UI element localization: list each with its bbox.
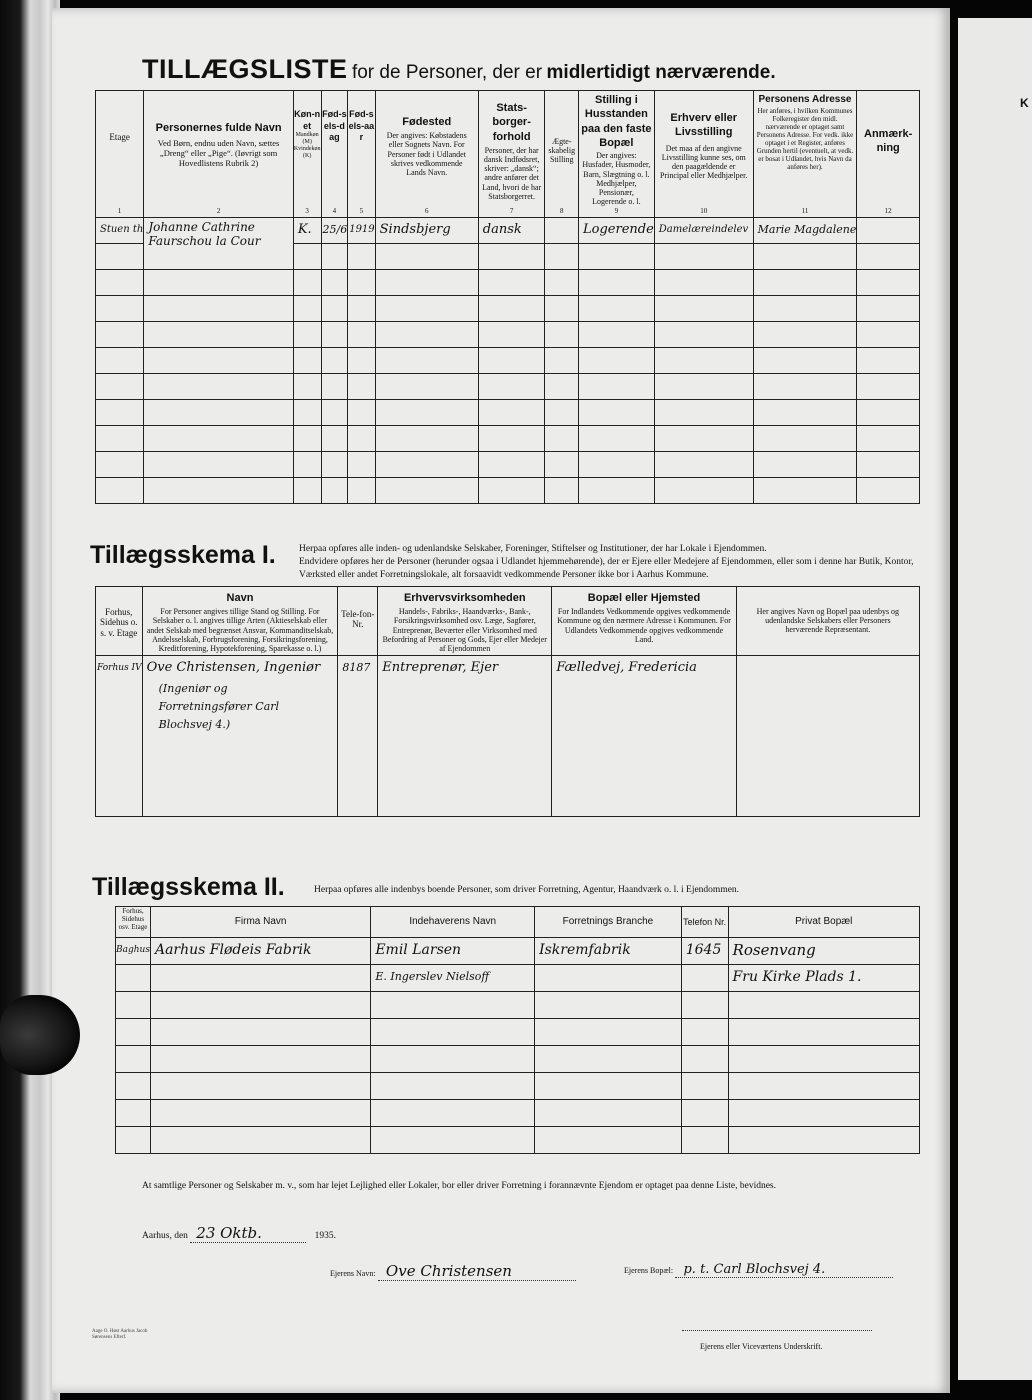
col-header: Personernes fulde Navn Ved Børn, endnu uden Navn, sættes „Dreng“ eller „Pige“. (Iøvrigt som Hovedlistens Rubrik 2) 2 xyxy=(144,91,294,218)
cell-sted: Sindsbjerg xyxy=(375,218,478,244)
cell-bopael: Rosenvang xyxy=(728,938,919,965)
table-row xyxy=(116,965,920,992)
owner-label: Ejerens Navn: xyxy=(330,1269,376,1278)
col-header: Firma Navn xyxy=(150,907,370,938)
cell-koen: K. xyxy=(293,218,321,244)
table-row xyxy=(96,322,920,348)
cell-bopael: Fælledvej, Fredericia xyxy=(552,656,736,817)
col-header: Forhus, Sidehus o. s. v. Etage xyxy=(96,587,143,656)
document-page xyxy=(52,8,950,1393)
col-header: Forretnings Branche xyxy=(535,907,682,938)
col-header: Fødested Der angives: Købstadens eller Sognets Navn. For Personer født i Udlandet skrives vedkommende Lands Navn. 6 xyxy=(375,91,478,218)
residence-line xyxy=(624,1262,893,1278)
cell-tlf: 1645 xyxy=(681,938,728,965)
table-row xyxy=(116,938,920,965)
cell-navn-note: (Ingeniør og Forretningsfører Carl Blochsvej 4.) xyxy=(158,682,280,732)
cell-tlf: 8187 xyxy=(338,656,378,817)
residence-value: p. t. Carl Blochsvej 4. xyxy=(675,1262,893,1278)
table-header-row xyxy=(96,587,920,656)
cell-erhverv: Damelæreindelev xyxy=(654,218,753,244)
table-row xyxy=(96,270,920,296)
table-row xyxy=(116,992,920,1019)
cell-erhverv: Entreprenør, Ejer xyxy=(378,656,552,817)
signature-label: Ejerens eller Viceværtens Underskrift. xyxy=(700,1342,823,1351)
tillaegsliste-table xyxy=(95,90,920,504)
table-row xyxy=(96,218,920,244)
residence-label: Ejerens Bopæl: xyxy=(624,1266,674,1275)
cell-branche: Iskremfabrik xyxy=(535,938,682,965)
skema2-table xyxy=(115,906,920,1154)
table-row xyxy=(116,1127,920,1154)
col-header: Indehaverens Navn xyxy=(371,907,535,938)
title-main: TILLÆGSLISTE xyxy=(142,54,348,84)
table-row xyxy=(116,1100,920,1127)
cell-firma: Aarhus Flødeis Fabrik xyxy=(150,938,370,965)
table-row xyxy=(116,1073,920,1100)
book-spine xyxy=(0,0,60,1400)
table-header-row xyxy=(96,91,920,218)
skema2-intro: Herpaa opføres alle indenbys boende Personer, som driver Forretning, Agentur, Haandværk o. l. i Ejendommen. xyxy=(314,885,740,895)
cell-aegte xyxy=(545,218,579,244)
cell-stats: dansk xyxy=(478,218,545,244)
table-row xyxy=(96,348,920,374)
table-row xyxy=(96,452,920,478)
page-title xyxy=(142,54,776,85)
cell-rep xyxy=(736,656,919,817)
table-row xyxy=(96,478,920,504)
table-row xyxy=(96,296,920,322)
next-page-letter: K xyxy=(1020,96,1029,110)
cell-bopael-2: Fru Kirke Plads 1. xyxy=(728,965,919,992)
title-bold: midlertidigt nærværende. xyxy=(546,62,776,83)
cell-adresse: Marie Magdalene xyxy=(753,218,857,244)
col-header: Anmærk-ning 12 xyxy=(857,91,920,218)
cell-navn: Johanne Cathrine Faurschou la Cour xyxy=(144,218,294,270)
col-header: Her angives Navn og Bopæl paa udenbys og udenlandske Selskabers eller Personers herværende Repræsentant. xyxy=(736,587,919,656)
col-header: Bopæl eller Hjemsted For Indlandets Vedkommende opgives vedkommende Kommune og den nærmere Adresse i Kommunen. For Udlandets Vedkommende opgives vedkommende Land. xyxy=(552,587,736,656)
skema1-table xyxy=(95,586,920,817)
col-header: Tele-fon-Nr. xyxy=(338,587,378,656)
date-value: 23 Oktb. xyxy=(190,1224,306,1243)
attest-text: At samtlige Personer og Selskaber m. v., som har lejet Lejlighed eller Lokaler, bor eller driver Forretning i forannævnte Ejendom er optaget paa denne Liste, bevidnes. xyxy=(142,1181,776,1191)
title-rest: for de Personer, der er xyxy=(351,62,543,83)
skema1-intro xyxy=(299,543,924,581)
date-line xyxy=(142,1224,336,1243)
cell-stilling: Logerende xyxy=(579,218,655,244)
col-header: Ægte-skabelig Stilling 8 xyxy=(545,91,579,218)
col-header: Stats-borger-forhold Personer, der har dansk Indfødsret, skriver: „dansk“; andre anfører det Land, hvori de har Statsborgerret. 7 xyxy=(478,91,545,218)
skema1-title: Tillægsskema I. xyxy=(90,541,276,569)
cell-anm xyxy=(857,218,920,244)
table-row xyxy=(116,1046,920,1073)
skema1-intro-2: Endvidere opføres her de Personer (herunder ogsaa i Udlandet hjemmehørende), der er Ejere eller Medejere af Ejendommen, eller som i denne har Butik, Kontor, Værksted eller andet Forretningslokale, alt forsaavidt vedkommende Personer ikke bor i Aarhus Kommune. xyxy=(299,556,914,580)
place-label: Aarhus, den xyxy=(142,1231,188,1241)
col-header: Fød-sels-aar 5 xyxy=(348,91,375,218)
col-header: Navn For Personer angives tillige Stand og Stilling. For Selskaber o. l. angives tillige Arten (Aktieselskab eller andet Selskab med begrænset Ansvar, Kommanditselskab, Andelsselskab, Forbrugsforening, Forsikringsforening, Kreditforening, Hypotekforening, Sparekasse o. l.) xyxy=(142,587,338,656)
cell-aar: 1919 xyxy=(348,218,375,244)
year: 1935. xyxy=(314,1231,337,1241)
cell-navn: Ove Christensen, Ingeniør (Ingeniør og Forretningsfører Carl Blochsvej 4.) xyxy=(142,656,338,817)
thumb-shadow xyxy=(0,995,80,1075)
printer-imprint: Aage O. Høst Aarhus Jacob Sørensens Efterf. xyxy=(92,1329,148,1340)
cell-etage: Baghus xyxy=(116,938,151,965)
cell-etage: Forhus IV xyxy=(96,656,143,817)
cell-etage: Stuen th xyxy=(96,218,144,244)
cell-indehaver-2: E. Ingerslev Nielsoff xyxy=(371,965,535,992)
table-row xyxy=(116,1019,920,1046)
cell-indehaver: Emil Larsen xyxy=(371,938,535,965)
col-header: Etage 1 xyxy=(96,91,144,218)
col-header: Køn-net Mandkøn (M) Kvindekøn (K) 3 xyxy=(293,91,321,218)
table-row xyxy=(96,426,920,452)
table-row xyxy=(96,400,920,426)
col-header: Fød-sels-dag 4 xyxy=(321,91,348,218)
owner-line xyxy=(330,1262,576,1281)
col-header: Stilling i Husstanden paa den faste Bopæl Der angives: Husfader, Husmoder, Barn, Slægtning o. l. Medhjælper, Pensionær, Logerende o. l. 9 xyxy=(579,91,655,218)
col-header: Forhus, Sidehus osv. Etage xyxy=(116,907,151,938)
col-header: Personens Adresse Her anføres, i hvilken Kommunes Folkeregister den midl. nærværende er optaget samt Personens Adresse. For vedk. ikke optaget i et Register, anføres Grunden hertil (eventuelt, at vedk. er bosat i Udlandet, hvis Navn da anføres her). 11 xyxy=(753,91,857,218)
cell-dag: 25/6 xyxy=(321,218,348,244)
skema1-intro-1: Herpaa opføres alle inden- og udenlandske Selskaber, Foreninger, Stiftelser og Institutioner, der har Lokale i Ejendommen. xyxy=(299,544,767,554)
col-header: Telefon Nr. xyxy=(681,907,728,938)
skema2-title: Tillægsskema II. xyxy=(92,873,285,901)
col-header: Privat Bopæl xyxy=(728,907,919,938)
table-row xyxy=(96,374,920,400)
col-header: Erhverv eller Livsstilling Det maa af den angivne Livsstilling kunne ses, om den paagældende er Principal eller Medhjælper. 10 xyxy=(654,91,753,218)
table-header-row xyxy=(116,907,920,938)
owner-name: Ove Christensen xyxy=(378,1262,576,1281)
next-page-edge xyxy=(958,18,1032,1380)
col-header: Erhvervsvirksomheden Handels-, Fabriks-, Haandværks-, Bank-, Forsikringsvirksomhed osv. Læge, Sagfører, Entreprenør, Beværter eller Virksomhed med Befordring af Personer og Gods, Ejer eller Medejer af Ejendommen xyxy=(378,587,552,656)
